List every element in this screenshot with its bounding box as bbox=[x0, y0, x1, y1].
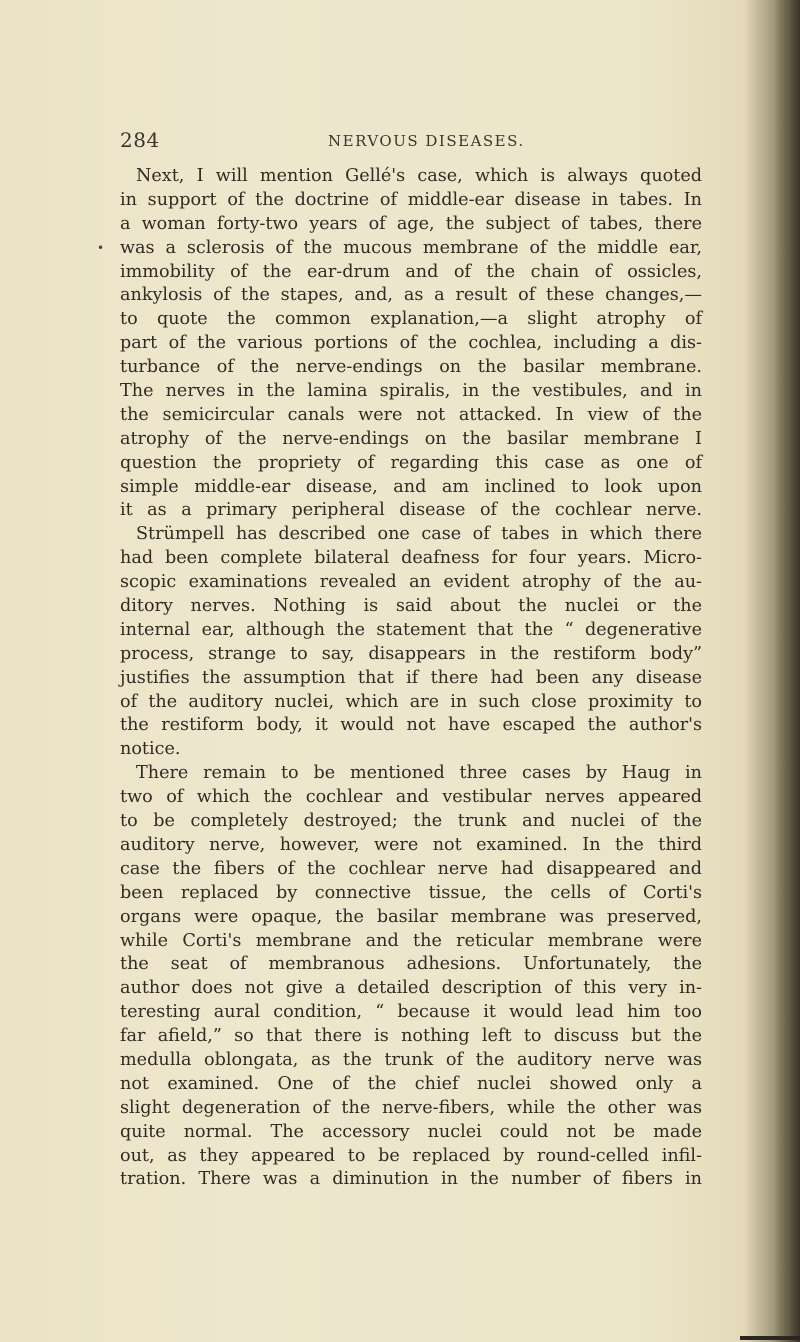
text-line: two of which the cochlear and vestibular nerves appeared bbox=[120, 787, 702, 808]
text-line: turbance of the nerve-endings on the basilar membrane. bbox=[120, 357, 702, 378]
text-line: teresting aural condition, “ because it would lead him too bbox=[120, 1002, 702, 1023]
text-line: in support of the doctrine of middle-ear disease in tabes. In bbox=[120, 189, 702, 210]
text-line: the restiform body, it would not have escaped the author's bbox=[120, 715, 702, 736]
text-line: case the fibers of the cochlear nerve had disappeared and bbox=[120, 858, 702, 879]
bottom-edge-rule bbox=[740, 1336, 800, 1340]
text-line: the seat of membranous adhesions. Unfortunately, the bbox=[120, 954, 702, 975]
running-head: NERVOUS DISEASES. bbox=[328, 132, 525, 150]
text-line: to be completely destroyed; the trunk and nuclei of the bbox=[120, 811, 702, 832]
text-line: was a sclerosis of the mucous membrane of the middle ear, bbox=[120, 237, 702, 258]
text-line: medulla oblongata, as the trunk of the auditory nerve was bbox=[120, 1049, 702, 1070]
text-line: Strümpell has described one case of tabes in which there bbox=[136, 524, 702, 545]
text-line: Next, I will mention Gellé's case, which is always quoted bbox=[136, 166, 702, 186]
text-line: The nerves in the lamina spiralis, in the vestibules, and in bbox=[120, 381, 702, 402]
text-line: process, strange to say, disappears in the restiform body” bbox=[120, 643, 702, 664]
text-line: notice. bbox=[120, 739, 181, 760]
text-line: out, as they appeared to be replaced by round-celled infil- bbox=[120, 1145, 702, 1166]
text-line: scopic examinations revealed an evident atrophy of the au- bbox=[120, 572, 702, 593]
page-edge-shadow bbox=[774, 0, 800, 1342]
text-line: had been complete bilateral deafness for four years. Micro- bbox=[120, 548, 702, 569]
text-line: far afield,” so that there is nothing left to discuss but the bbox=[120, 1026, 702, 1047]
text-line: part of the various portions of the cochlea, including a dis- bbox=[120, 333, 702, 354]
text-line: author does not give a detailed description of this very in- bbox=[120, 978, 702, 999]
text-line: auditory nerve, however, were not examined. In the third bbox=[120, 834, 702, 855]
text-line: slight degeneration of the nerve-fibers, while the other was bbox=[120, 1097, 702, 1118]
text-line: ankylosis of the stapes, and, as a result of these changes,— bbox=[120, 285, 702, 306]
text-line: a woman forty-two years of age, the subject of tabes, there bbox=[120, 213, 702, 234]
text-line: not examined. One of the chief nuclei showed only a bbox=[120, 1073, 702, 1094]
text-line: quite normal. The accessory nuclei could not be made bbox=[120, 1121, 702, 1142]
text-line: immobility of the ear-drum and of the chain of ossicles, bbox=[120, 261, 702, 282]
text-line: internal ear, although the statement that the “ degenerative bbox=[120, 619, 702, 640]
text-line: question the propriety of regarding this case as one of bbox=[120, 452, 702, 473]
text-line: simple middle-ear disease, and am inclined to look upon bbox=[120, 476, 702, 497]
text-line: There remain to be mentioned three cases by Haug in bbox=[136, 763, 702, 784]
text-line: while Corti's membrane and the reticular membrane were bbox=[120, 930, 702, 951]
text-line: ditory nerves. Nothing is said about the nuclei or the bbox=[120, 596, 702, 617]
text-line: tration. There was a diminution in the number of fibers in bbox=[120, 1169, 702, 1190]
text-line: atrophy of the nerve-endings on the basilar membrane I bbox=[120, 428, 702, 449]
text-line: organs were opaque, the basilar membrane was preserved, bbox=[120, 906, 702, 927]
text-line: of the auditory nuclei, which are in such close proximity to bbox=[120, 691, 702, 712]
text-line: justifies the assumption that if there had been any disease bbox=[120, 667, 702, 688]
page-number: 284 bbox=[120, 128, 160, 152]
text-line: the semicircular canals were not attacked. In view of the bbox=[120, 404, 702, 425]
text-line: it as a primary peripheral disease of the cochlear nerve. bbox=[120, 500, 702, 521]
page-header bbox=[120, 128, 700, 158]
body-text bbox=[120, 165, 702, 1192]
text-line: to quote the common explanation,—a slight atrophy of bbox=[120, 309, 702, 330]
margin-mark: • bbox=[97, 241, 105, 255]
text-line: been replaced by connective tissue, the cells of Corti's bbox=[120, 882, 702, 903]
